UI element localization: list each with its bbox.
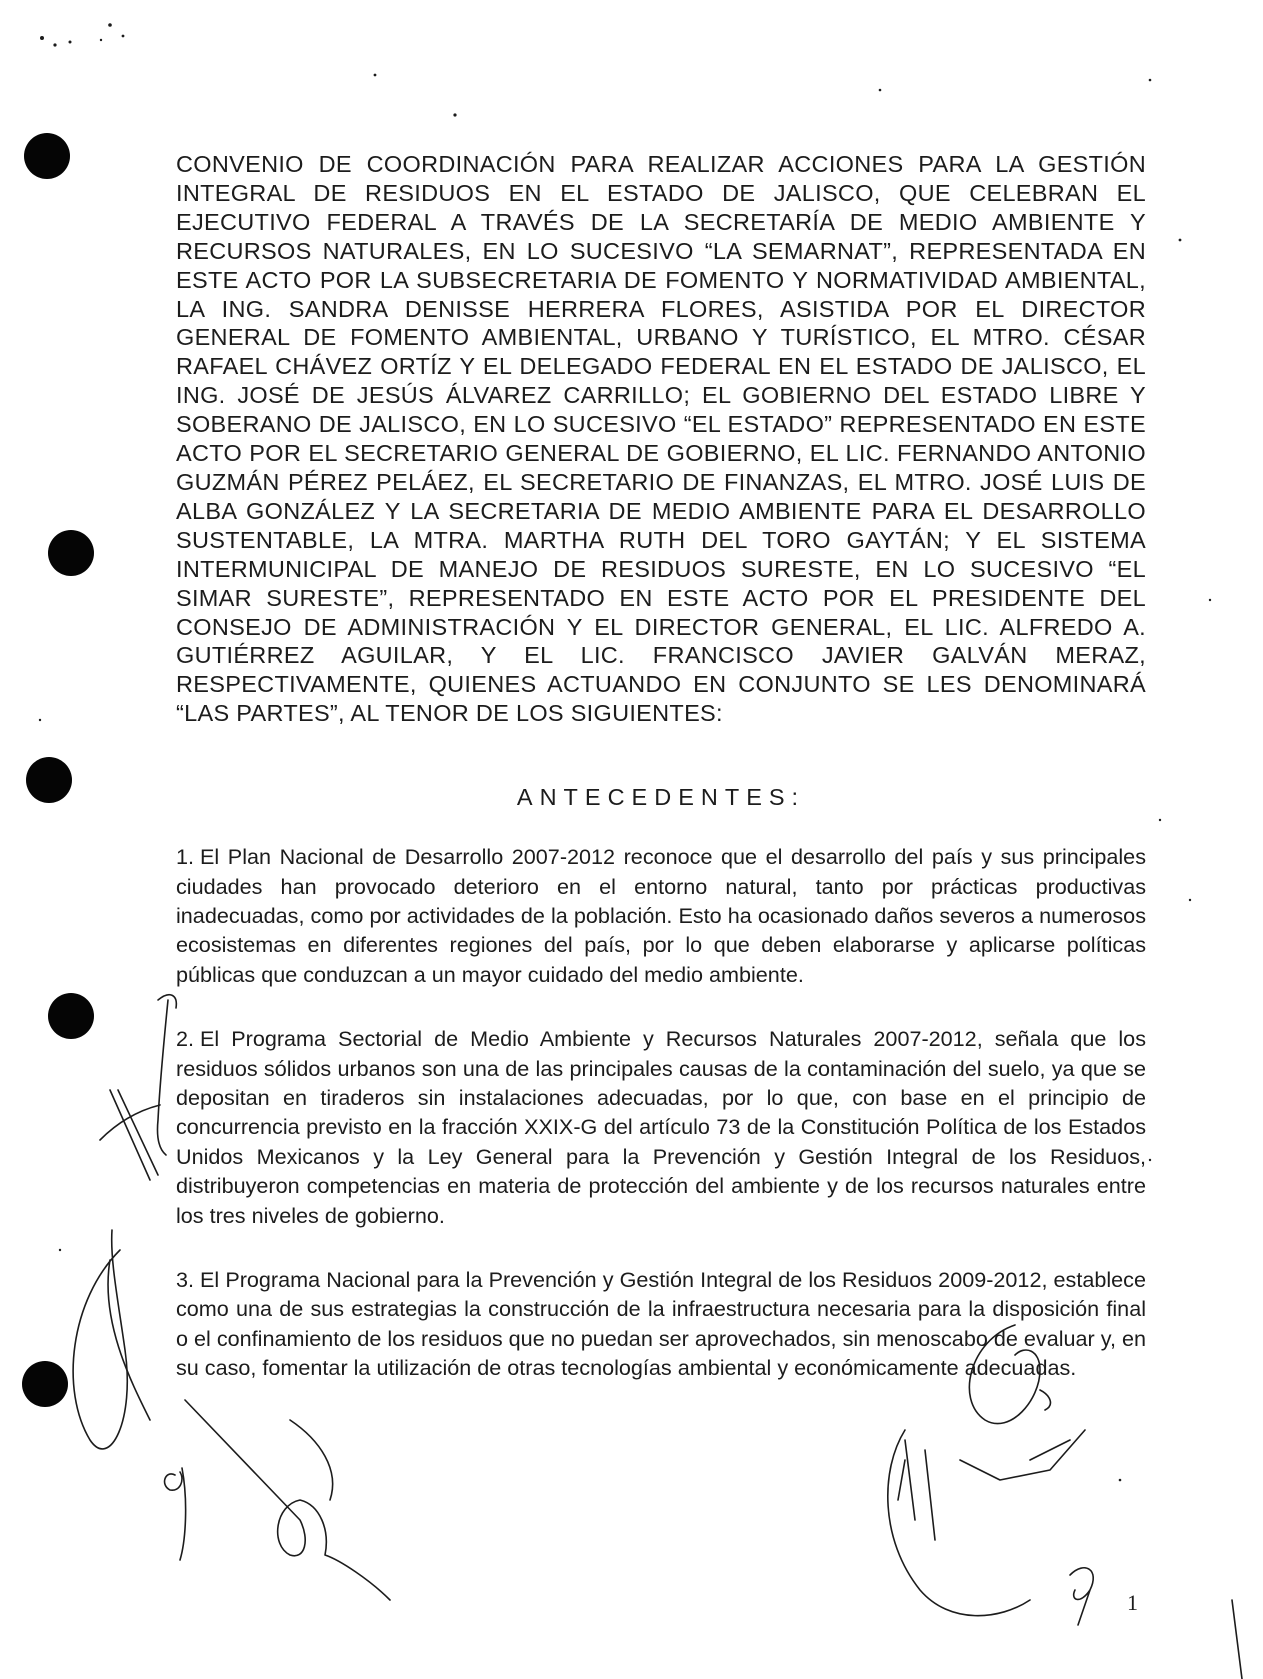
paragraph-text: El Programa Sectorial de Medio Ambiente y Recursos Naturales 2007-2012, señala que los residuos sólidos urbanos son una de las principales causas de la contaminación del suelo, ya que se depositan en tiraderos sin instalaciones adecuadas, por lo que, con base en el principio de concurrencia previsto en la fracción XXIX-G del artículo 73 de la Constitución Política de los Estados Unidos Mexicanos y la Ley General para la Prevención y Gestión Integral de los Residuos, distribuyeron competencias en materia de protección del ambiente y de los recursos naturales entre los tres niveles de gobierno. [176, 1026, 1146, 1228]
section-heading-antecedentes: ANTECEDENTES: [516, 784, 806, 811]
right-signature-stroke [960, 1430, 1085, 1480]
bottom-left-signature [290, 1420, 333, 1500]
paragraph-number: 3. [176, 1267, 195, 1292]
left-signature [73, 1230, 127, 1449]
punch-hole [26, 757, 72, 803]
margin-initial-mark [100, 1090, 160, 1180]
paragraph-number: 2. [176, 1026, 195, 1052]
document-body [176, 150, 1146, 1383]
antecedent-paragraph-2 [176, 1024, 1146, 1230]
margin-initial-line [157, 1000, 168, 1155]
bottom-left-signature [185, 1400, 390, 1600]
paragraph-text: El Programa Nacional para la Prevención y Gestión Integral de los Residuos 2009-2012, establece como una de sus estrategias la construcción de la infraestructura necesaria para la disposición final o el confinamiento de los residuos que no puedan ser aprovechados, sin menoscabo de evaluar y, en su caso, fomentar la utilización de otras tecnologías ambiental y económicamente adecuadas. [176, 1267, 1146, 1381]
punch-hole [48, 530, 94, 576]
right-corner-mark [1232, 1600, 1242, 1679]
punch-hole [22, 1361, 68, 1407]
bottom-left-initial [165, 1468, 186, 1560]
right-signature [888, 1430, 1030, 1616]
margin-initial-line [158, 995, 176, 1008]
paragraph-number: 1. [176, 844, 195, 870]
antecedent-paragraph-1 [176, 842, 1146, 989]
right-signature [1040, 1390, 1050, 1410]
punch-hole [24, 133, 70, 179]
left-signature [108, 1260, 150, 1420]
right-initial [1070, 1568, 1093, 1625]
antecedent-paragraph-3 [176, 1265, 1146, 1383]
punch-hole [48, 993, 94, 1039]
agreement-title: CONVENIO DE COORDINACIÓN PARA REALIZAR ACCIONES PARA LA GESTIÓN INTEGRAL DE RESIDUOS EN EL ESTADO DE JALISCO, QUE CELEBRAN EL EJECUTIVO FEDERAL A TRAVÉS DE LA SECRETARÍA DE MEDIO AMBIENTE Y RECURSOS NATURALES, EN LO SUCESIVO “LA SEMARNAT”, REPRESENTADA EN ESTE ACTO POR LA SUBSECRETARIA DE FOMENTO Y NORMATIVIDAD AMBIENTAL, LA ING. SANDRA DENISSE HERRERA FLORES, ASISTIDA POR EL DIRECTOR GENERAL DE FOMENTO AMBIENTAL, URBANO Y TURÍSTICO, EL MTRO. CÉSAR RAFAEL CHÁVEZ ORTÍZ Y EL DELEGADO FEDERAL EN EL ESTADO DE JALISCO, EL ING. JOSÉ DE JESÚS ÁLVAREZ CARRILLO; EL GOBIERNO DEL ESTADO LIBRE Y SOBERANO DE JALISCO, EN LO SUCESIVO “EL ESTADO” REPRESENTADO EN ESTE ACTO POR EL SECRETARIO GENERAL DE GOBIERNO, EL LIC. FERNANDO ANTONIO GUZMÁN PÉREZ PELÁEZ, EL SECRETARIO DE FINANZAS, EL MTRO. JOSÉ LUIS DE ALBA GONZÁLEZ Y LA SECRETARIA DE MEDIO AMBIENTE PARA EL DESARROLLO SUSTENTABLE, LA MTRA. MARTHA RUTH DEL TORO GAYTÁN; Y EL SISTEMA INTERMUNICIPAL DE MANEJO DE RESIDUOS SURESTE, EN LO SUCESIVO “EL SIMAR SURESTE”, REPRESENTADO EN ESTE ACTO POR EL PRESIDENTE DEL CONSEJO DE ADMINISTRACIÓN Y EL DIRECTOR GENERAL, EL LIC. ALFREDO A. GUTIÉRREZ AGUILAR, Y EL LIC. FRANCISCO JAVIER GALVÁN MERAZ, RESPECTIVAMENTE, QUIENES ACTUANDO EN CONJUNTO SE LES DENOMINARÁ “LAS PARTES”, AL TENOR DE LOS SIGUIENTES: [176, 151, 1146, 727]
right-signature [898, 1440, 935, 1540]
page-number: 1 [1127, 1590, 1138, 1615]
paragraph-text: El Plan Nacional de Desarrollo 2007-2012 reconoce que el desarrollo del país y sus principales ciudades han provocado deterioro en el entorno natural, tanto por prácticas productivas inadecuadas, como por actividades de la población. Esto ha ocasionado daños severos a numerosos ecosistemas en diferentes regiones del país, por lo que deben elaborarse y aplicarse políticas públicas que conduzcan a un mayor cuidado del medio ambiente. [176, 844, 1146, 987]
